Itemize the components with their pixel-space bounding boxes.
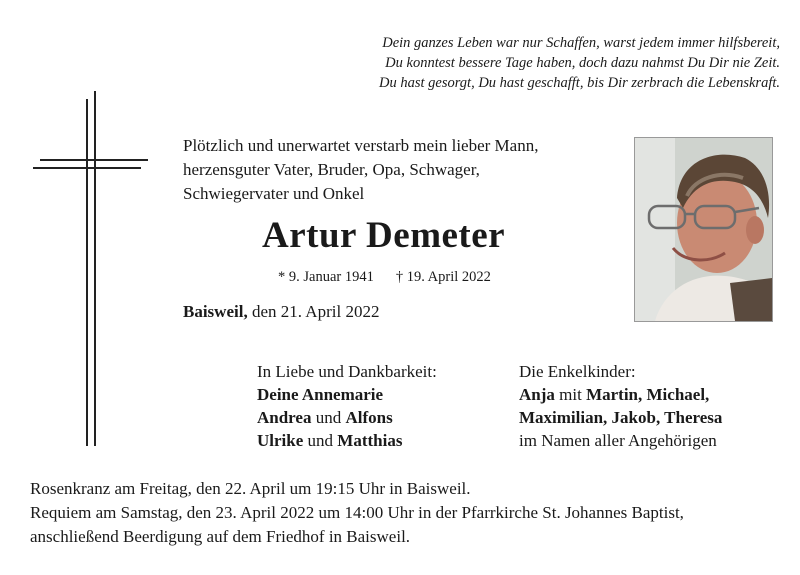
family-line: Maximilian, Jakob, Theresa <box>519 408 723 427</box>
life-dates <box>278 269 491 286</box>
memorial-poem <box>260 33 780 93</box>
family-heading: In Liebe und Dankbarkeit: <box>257 362 437 381</box>
family-line: Andrea und Alfons <box>257 408 393 427</box>
portrait-photo <box>634 137 773 322</box>
family-line: Deine Annemarie <box>257 385 384 404</box>
poem-line: Du konntest bessere Tage haben, doch dazu nahmst Du Dir nie Zeit. <box>385 55 780 71</box>
family-line: Ulrike und Matthias <box>257 431 403 450</box>
place: Baisweil, <box>183 302 248 321</box>
birth-date: * 9. Januar 1941 <box>278 269 374 285</box>
family-right <box>519 360 722 452</box>
death-date: † 19. April 2022 <box>395 269 491 285</box>
family-left <box>257 360 437 452</box>
service-details <box>30 477 790 549</box>
announcement-date: den 21. April 2022 <box>251 302 380 321</box>
family-line: im Namen aller Angehörigen <box>519 431 717 450</box>
poem-line: Du hast gesorgt, Du hast geschafft, bis Dir zerbrach die Lebenskraft. <box>378 75 780 91</box>
footer-line: Rosenkranz am Freitag, den 22. April um 19:15 Uhr in Baisweil. <box>30 479 471 498</box>
intro-line: Schwiegervater und Onkel <box>183 184 365 203</box>
footer-line: anschließend Beerdigung auf dem Friedhof in Baisweil. <box>30 527 411 546</box>
family-heading: Die Enkelkinder: <box>519 362 636 381</box>
intro-line: herzensguter Vater, Bruder, Opa, Schwager, <box>183 160 480 179</box>
footer-line: Requiem am Samstag, den 23. April 2022 um 14:00 Uhr in der Pfarrkirche St. Johannes Baptist, <box>30 503 684 522</box>
death-announcement-intro <box>183 134 623 206</box>
deceased-name: Artur Demeter <box>262 215 506 256</box>
portrait-icon <box>635 138 772 321</box>
family-line: Anja mit Martin, Michael, <box>519 385 710 404</box>
intro-line: Plötzlich und unerwartet verstarb mein lieber Mann, <box>183 136 539 155</box>
poem-line: Dein ganzes Leben war nur Schaffen, warst jedem immer hilfsbereit, <box>382 35 780 51</box>
place-date <box>183 302 379 322</box>
